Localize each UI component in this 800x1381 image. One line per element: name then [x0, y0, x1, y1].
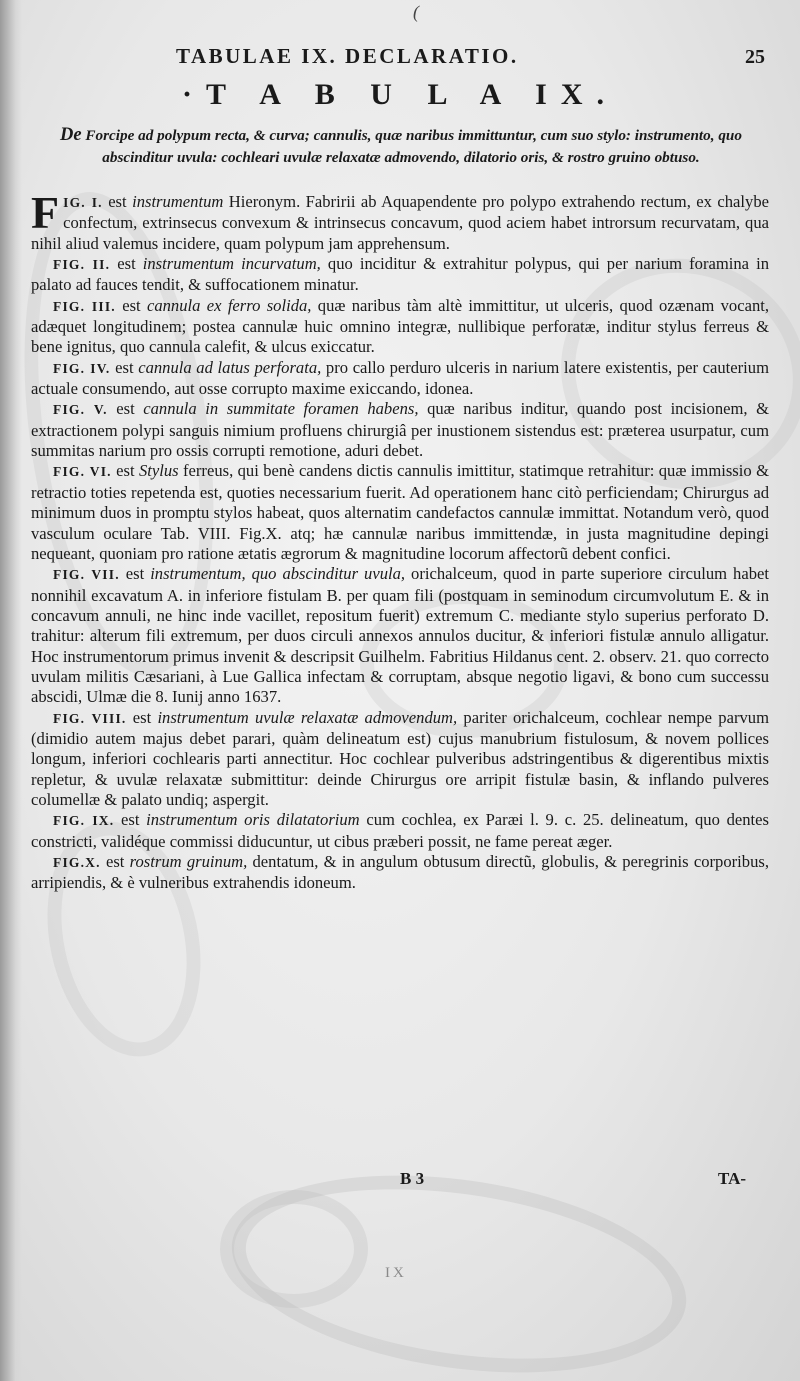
paragraph-text: est [102, 192, 133, 211]
paragraph-text: quæ naribus tàm altè immittitur, ut ulceris, quod ozænam vocant, adæquet longitudinem; postea cannulæ huic omnino integræ, nullibique perforatæ, inditur stylus ferreus & bene ignitus, quo cannula calefit, & ulcus exiccatur. [31, 295, 769, 357]
paragraph-text: est [111, 461, 139, 481]
paragraph-text: dentatum, & in angulum obtusum directũ, globulis, & peregrinis corporibus, arripiendis, & è vulneribus extrahendis idoneum. [31, 852, 769, 893]
paragraph-text: est [100, 852, 130, 871]
subtitle-lead: De [60, 125, 82, 145]
figure-label: FIG. IX. [53, 813, 115, 829]
figure-label: FIG. IV. [53, 360, 111, 376]
subtitle [38, 124, 764, 169]
paragraph-text: orichalceum, quod in parte superiore circulum habet nonnihil excavatum A. in inferiore fistulam B. per quam fili (postquam in seminodum circumvolutum E. & in concavum annuli, ne hinc inde vacillet, repositum fuerit) extremum C. mediante stylo superius perforato D. trahitur: alterum fili extremum, per duos circuli annexos annulos ducitur, & inferiori fistulæ annulo alligatur. Hoc instrumentorum primus invenit & descripsit Guilhelm. Fabritius Hildanus cent. 2. observ. 21. quo correcto uvulam militis Cæsariani, à Lue Gallica infectam & corruptam, absque negotio ligavi, & bono cum successu abscidi, Ulmæ die 8. Iunij anno 1637. [31, 564, 769, 707]
paragraph-text: pro callo perduro ulceris in narium latere existentis, per cauterium actuale consumendo, aut osse corrupto maxime exiccando, idonea. [31, 357, 769, 399]
instrument-term: instrumentum incurvatum, [142, 254, 321, 274]
figure-paragraph-2 [31, 254, 769, 296]
page-title: ·T A B U L A IX. [181, 78, 619, 111]
paragraph-text: cum cochlea, ex Paræi l. 9. c. 25. delineatum, quo dentes constricti, validéque commissi diducuntur, ut cibus præberi possit, ne fame pereat æger. [31, 810, 769, 851]
instrument-term: instrumentum uvulæ relaxatæ admovendum, [157, 707, 458, 727]
signature-mark: B 3 [400, 1169, 425, 1188]
drop-cap: F [31, 187, 60, 238]
figure-label: FIG. VI. [53, 464, 112, 480]
paragraph-text: pariter orichalceum, cochlear nempe parvum (dimidio autem majus debet parari, quàm delineatum est) cujus manubrium fistulosum, & novem pollices longum, inferiori cochlearis parti annectitur. Hoc cochlear pulveribus adstringentibus & digerentibus mixtis repletur, & uvulæ relaxatæ submittitur: deinde Chirurgus ore arripit fistulæ basin, & inflando pulveres columellæ & palato undiq; aspergit. [31, 707, 769, 809]
instrument-term: instrumentum, quo abscinditur uvula, [150, 564, 406, 584]
figure-paragraph-5 [31, 399, 769, 461]
paragraph-text: ferreus, qui benè candens dictis cannulis imittitur, statimque retrahitur: quæ immissio & retractio toties repetenda est, quoties necessarium fuerit. Ad operationem hanc citò perficiendam; Chirurgus ad minimum duos in promptu stylos habeat, quos alternatim candefactos cannulæ immittat. Notandum verò, quod vasculum oculare Tab. VIII. Fig.X. atq; hæ cannulæ naribus immittendæ, in justa magnitudine depingi nequeant, quoniam pro ratione ætatis ægrorum & magnitudine locorum affectorũ debent confici. [31, 461, 769, 563]
figure-label: FIG. V. [53, 402, 108, 418]
paragraph-text: est [107, 399, 144, 419]
instrument-term: rostrum gruinum, [129, 852, 248, 871]
plate-number-show-through: IX [385, 1265, 407, 1281]
instrument-term: cannula ad latus perforata, [138, 357, 322, 377]
paragraph-text: quo inciditur & extrahitur polypus, qui per narium foramina in palato ad fauces tendit, & suffocationem minatur. [31, 254, 770, 295]
running-head: TABULAE IX. DECLARATIO. [176, 44, 519, 68]
paragraph-text: quæ naribus inditur, quando post incisionem, & extractionem polypi sanguis nimium profluens chirurgiâ per inustionem sistendus est: præterea usurpatur, cum summitas narium pro ossis corrupti remotione, aduri debet. [31, 399, 770, 461]
handwritten-mark: ( [413, 2, 419, 22]
instrument-term: cannula ex ferro solida, [146, 295, 312, 315]
instrument-term: cannula in summitate foramen habens, [143, 399, 419, 419]
figure-label: FIG. VIII. [53, 710, 127, 726]
paragraph-text: est [115, 295, 147, 315]
paragraph-text: est [114, 810, 147, 830]
body-text [31, 187, 770, 894]
paragraph-text: Hieronym. Fabririi ab Aquapendente pro polypo extrahendo rectum, ex chalybe confectum, extrinsecus convexum & intrinsecus concavum, quod aciem habet introrsum recurvatam, qua nihil aliud valemus incidere, quam polypum jam apprehensum. [31, 192, 769, 253]
figure-label: FIG. VII. [53, 567, 120, 583]
subtitle-text: Forcipe ad polypum recta, & curva; cannulis, quæ naribus immittuntur, cum suo stylo: instrumento, quo abscinditur uvula: cochleari uvulæ relaxatæ admovendo, dilatorio oris, & rostro gruino obtuso. [85, 127, 742, 166]
figure-label: FIG. II. [53, 257, 111, 273]
page-gutter-shadow [0, 0, 22, 1381]
paragraph-text: est [110, 254, 143, 274]
instrument-term: instrumentum [132, 192, 224, 211]
catchword: TA- [718, 1169, 747, 1188]
show-through-plate-circle [220, 1190, 368, 1308]
figure-paragraph-1 [31, 187, 769, 254]
page-number: 25 [745, 46, 765, 68]
figure-label: FIG. III. [53, 298, 116, 314]
paragraph-text: est [126, 707, 158, 727]
figure-paragraph-4 [31, 358, 769, 400]
figure-label: IG. I. [63, 195, 103, 210]
paragraph-text: est [110, 357, 139, 377]
figure-paragraph-10 [31, 852, 769, 894]
figure-paragraph-8 [31, 708, 769, 811]
figure-paragraph-3 [31, 296, 769, 358]
instrument-term: Stylus [138, 461, 179, 481]
figure-paragraph-6 [31, 461, 769, 564]
paragraph-text: est [119, 564, 151, 584]
figure-paragraph-7 [31, 564, 769, 707]
instrument-term: instrumentum oris dilatatorium [146, 810, 360, 830]
figure-label: FIG.X. [53, 855, 101, 870]
figure-paragraph-9 [31, 810, 769, 852]
